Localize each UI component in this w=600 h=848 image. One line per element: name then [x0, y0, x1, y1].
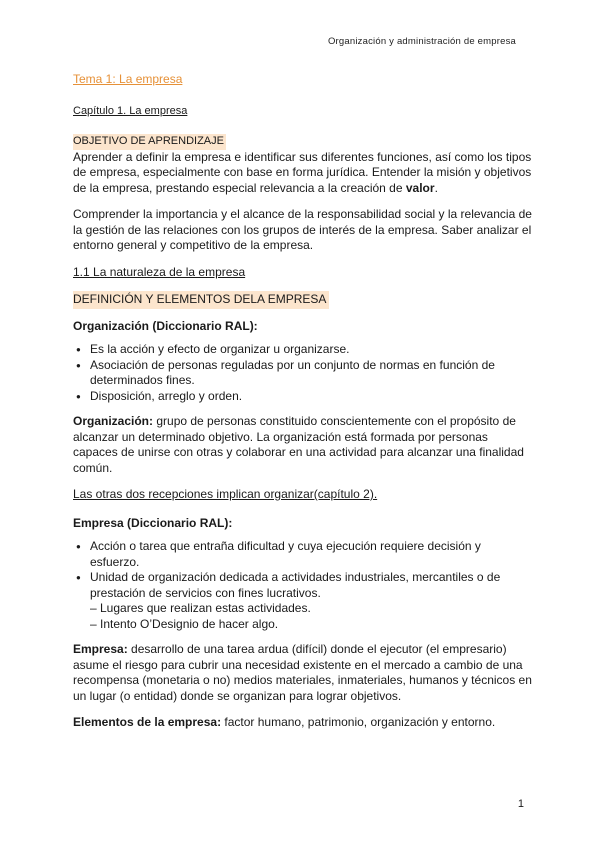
company-elements	[73, 715, 533, 731]
objective-label: OBJETIVO DE APRENDIZAJE	[73, 134, 226, 150]
organization-label: Organización:	[73, 414, 154, 428]
elements-label: Elementos de la empresa:	[73, 715, 222, 729]
objective-body: Aprender a definir la empresa e identificar sus diferentes funciones, así como los tipos de empresa, especialmente con base en forma jurídica. Entender la misión y objetivos de la empresa, prestando especial relevancia a la creación de	[73, 149, 532, 195]
list-item: ● Acción o tarea que entraña dificultad y cuya ejecución requiere decisión y esfuerzo.	[73, 539, 533, 570]
objective-block	[73, 133, 533, 196]
topic-title: Tema 1: La empresa	[73, 72, 183, 86]
company-definition	[73, 642, 533, 704]
definition-heading: DEFINICIÓN Y ELEMENTOS DELA EMPRESA	[73, 291, 329, 309]
list-item: ● Disposición, arreglo y orden.	[73, 389, 533, 405]
list-item: ● Es la acción y efecto de organizar u organizarse.	[73, 342, 533, 358]
other-meanings-note: Las otras dos recepciones implican organizar(capítulo 2).	[73, 487, 378, 501]
organization-dictionary-title: Organización (Diccionario RAL):	[73, 318, 258, 333]
page-header: Organización y administración de empresa	[327, 36, 516, 47]
elements-text: factor humano, patrimonio, organización y entorno.	[221, 715, 496, 729]
dash-item: – Lugares que realizan estas actividades.	[90, 601, 311, 615]
company-text: desarrollo de una tarea ardua (difícil) donde el ejecutor (el empresario) asume el riesgo para cubrir una necesidad existente en el mercado a cambio de una recompensa (monetaria o no) medios materiales, inmateriales, humanos y técnicos en un lugar (o entidad) donde se organizan para lograr objetivos.	[73, 642, 532, 703]
organization-definition	[73, 414, 533, 476]
objective-bold-word: valor	[405, 180, 435, 195]
company-list	[73, 539, 533, 632]
company-dictionary-title: Empresa (Diccionario RAL):	[73, 515, 233, 530]
paragraph-responsibility: Comprender la importancia y el alcance de la responsabilidad social y la relevancia de la gestión de las relaciones con los grupos de interés de la empresa. Saber analizar el entorno general y competitivo de la empresa.	[73, 207, 532, 252]
company-label: Empresa:	[73, 642, 128, 656]
list-item: ● Unidad de organización dedicada a actividades industriales, mercantiles o de prestación de servicios con fines lucrativos.	[73, 570, 533, 601]
objective-text	[73, 150, 533, 197]
chapter-title: Capítulo 1. La empresa	[73, 104, 188, 117]
organization-list	[73, 342, 533, 404]
page-content	[73, 72, 533, 742]
dash-item: – Intento O’Designio de hacer algo.	[90, 616, 279, 631]
section-heading: 1.1 La naturaleza de la empresa	[73, 264, 246, 279]
objective-end: .	[434, 180, 438, 195]
organization-text: grupo de personas constituido conscientemente con el propósito de alcanzar un determinado objetivo. La organización está formada por personas capaces de unirse con otras y colaborar en una actividad para alcanzar una finalidad común.	[73, 414, 524, 475]
list-item: ● Asociación de personas reguladas por un conjunto de normas en función de determinados fines.	[73, 358, 533, 389]
page-number: 1	[517, 798, 524, 810]
